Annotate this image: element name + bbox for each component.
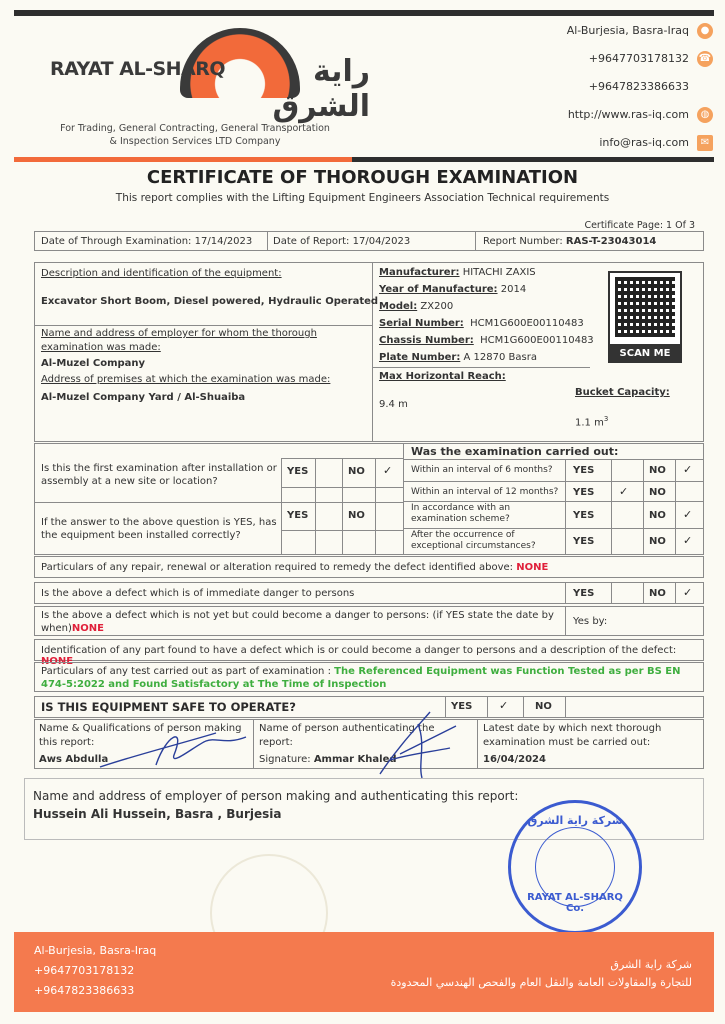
- qr-code-icon: [615, 277, 675, 337]
- location-icon: ●: [697, 23, 713, 39]
- page-subtitle: This report complies with the Lifting Equipment Engineers Association Technical requirements: [115, 192, 610, 204]
- bucket-value: 1.1 $m^3$: [575, 415, 609, 429]
- exceptional: After the occurrence of exceptional circumstances?: [411, 530, 536, 551]
- scheme-no-check-icon: ✓: [683, 508, 693, 521]
- signature-authenticator: [360, 704, 470, 784]
- immediate-yes: YES: [573, 588, 595, 599]
- footer-phone-2: +9647823386633: [34, 984, 135, 997]
- dates-row: [34, 231, 704, 251]
- identification-row: [34, 639, 704, 667]
- exam-date: Date of Through Examination: 17/14/2023: [41, 236, 253, 247]
- company-logo: [40, 24, 370, 124]
- employer-value: Al-Muzel Company: [41, 358, 146, 369]
- exc-no-check-icon: ✓: [683, 534, 693, 547]
- auth-label: Name of person authenticating the report:: [259, 723, 435, 748]
- i6-no: NO: [649, 465, 666, 476]
- future-text: Is the above a defect which is not yet but could become a danger to persons: (if YES state the date by when)NONE: [41, 610, 554, 634]
- footer-phone-1: +9647703178132: [34, 964, 135, 977]
- safe-yes: YES: [451, 701, 473, 712]
- stamp-text-en: RAYAT AL-SHARQ Co.: [527, 892, 623, 914]
- next-value: 16/04/2024: [483, 754, 546, 765]
- i12-no: NO: [649, 487, 666, 498]
- test-text: Particulars of any test carried out as part of examination : The Referenced Equipment was Function Tested as per BS EN 474-5:2022 and Found Satisfactory at The Time of Inspection: [41, 666, 681, 690]
- employer-label-1: Name and address of employer for whom the thorough: [41, 328, 317, 339]
- equipment-desc-value: Excavator Short Boom, Diesel powered, Hydraulic Operated: [41, 296, 379, 307]
- repair-row: [34, 556, 704, 578]
- exc-yes: YES: [573, 536, 595, 547]
- footer-desc-ar: للتجارة والمقاولات العامة والنقل العام والفحص الهندسي المحدودة: [390, 976, 692, 989]
- i12-yes: YES: [573, 487, 595, 498]
- tagline-line-1: For Trading, General Contracting, General Transportation: [60, 123, 330, 134]
- top-bar: [14, 10, 714, 16]
- scheme-yes: YES: [573, 510, 595, 521]
- future-row: [34, 606, 704, 636]
- test-row: [34, 662, 704, 692]
- header-website[interactable]: http://www.ras-iq.com: [567, 108, 689, 121]
- header-phone-1: +9647703178132: [588, 52, 689, 65]
- header-band-left: [14, 157, 352, 162]
- page-title: CERTIFICATE OF THOROUGH EXAMINATION: [146, 167, 579, 188]
- plate: Plate Number: A 12870 Basra: [379, 352, 537, 363]
- footer-band: [14, 932, 714, 1012]
- footer-address: Al-Burjesia, Basra-Iraq: [34, 944, 157, 957]
- header-phone-2: +9647823386633: [588, 80, 689, 93]
- certificate-page: Certificate Page: 1 Of 3: [584, 220, 695, 231]
- question-first-exam: Is this the first examination after installation or assembly at a new site or location?: [41, 463, 277, 487]
- maker-value: Aws Abdulla: [39, 754, 109, 765]
- header-address: Al-Burjesia, Basra-Iraq: [566, 24, 689, 37]
- safe-no: NO: [535, 701, 552, 712]
- immediate-no-check-icon: ✓: [683, 586, 693, 599]
- exc-no: NO: [649, 536, 666, 547]
- serial: Serial Number: HCM1G600E00110483: [379, 318, 584, 329]
- immediate-row: [34, 582, 704, 604]
- safe-yes-check-icon: ✓: [499, 699, 509, 712]
- chassis: Chassis Number: HCM1G600E00110483: [379, 335, 594, 346]
- reach-value: 9.4 m: [379, 399, 408, 410]
- tagline: [40, 122, 350, 148]
- scheme-no: NO: [649, 510, 666, 521]
- equipment-desc-label: Description and identification of the equipment:: [41, 268, 282, 279]
- stamp-text-ar: شركة راية الشرق: [527, 814, 623, 827]
- scan-me-label: SCAN ME: [608, 344, 682, 363]
- q1-no: NO: [348, 466, 365, 477]
- q1-no-check-icon: ✓: [383, 464, 393, 477]
- carried-out-header: Was the examination carried out:: [411, 445, 619, 458]
- employer-label-2: examination was made:: [41, 342, 161, 353]
- employer-person-label: Name and address of employer of person making and authenticating this report:: [33, 789, 519, 803]
- report-date: Date of Report: 17/04/2023: [273, 236, 411, 247]
- signature-maker: [96, 715, 256, 775]
- brand-ar: راية الشرق: [272, 54, 370, 124]
- repair-text: Particulars of any repair, renewal or alteration required to remedy the defect identified above: NONE: [41, 562, 549, 573]
- reach-label: Max Horizontal Reach:: [379, 371, 506, 382]
- next-label: Latest date by which next thorough examination must be carried out:: [483, 723, 662, 748]
- interval-6: Within an interval of 6 months?: [411, 465, 553, 475]
- premises-value: Al-Muzel Company Yard / Al-Shuaiba: [41, 392, 246, 403]
- i12-yes-check-icon: ✓: [619, 485, 629, 498]
- identification-text: Identification of any part found to have a defect which is or could become a danger to persons and a description of the defect: NONE: [41, 645, 677, 667]
- mail-icon: ✉: [697, 135, 713, 151]
- phone-icon: ☎: [697, 51, 713, 67]
- immediate-no: NO: [649, 588, 666, 599]
- q2-yes: YES: [287, 510, 309, 521]
- footer-name-ar: شركة راية الشرق: [610, 958, 692, 971]
- header-email[interactable]: info@ras-iq.com: [599, 136, 689, 149]
- brand-en: RAYAT AL-SHARQ: [50, 58, 226, 80]
- i6-yes: YES: [573, 465, 595, 476]
- year: Year of Manufacture: 2014: [379, 284, 527, 295]
- tagline-line-2: & Inspection Services LTD Company: [109, 136, 281, 147]
- auth-signature: Signature: Ammar Khaled: [259, 754, 397, 765]
- premises-label: Address of premises at which the examination was made:: [41, 374, 331, 385]
- globe-icon: ◍: [697, 107, 713, 123]
- exam-block: [34, 443, 704, 555]
- header-band-right: [352, 157, 714, 162]
- i6-no-check-icon: ✓: [683, 463, 693, 476]
- employer-person-value: Hussein Ali Hussein, Basra , Burjesia: [33, 807, 282, 821]
- question-installed: If the answer to the above question is YES, has the equipment been installed correctly?: [41, 517, 277, 541]
- safe-label: IS THIS EQUIPMENT SAFE TO OPERATE?: [41, 700, 296, 714]
- manufacturer: Manufacturer: HITACHI ZAXIS: [379, 267, 536, 278]
- q1-yes: YES: [287, 466, 309, 477]
- bucket-label: Bucket Capacity:: [575, 387, 670, 398]
- immediate-label: Is the above a defect which is of immediate danger to persons: [41, 588, 355, 599]
- exam-scheme: In accordance with an examination scheme?: [411, 503, 511, 524]
- maker-label: Name & Qualifications of person making this report:: [39, 723, 242, 748]
- interval-12: Within an interval of 12 months?: [411, 487, 559, 497]
- yes-by: Yes by:: [573, 616, 608, 627]
- model: Model: ZX200: [379, 301, 454, 312]
- q2-no: NO: [348, 510, 365, 521]
- equipment-block: [34, 262, 704, 442]
- report-number: Report Number: RAS-T-23043014: [483, 236, 657, 247]
